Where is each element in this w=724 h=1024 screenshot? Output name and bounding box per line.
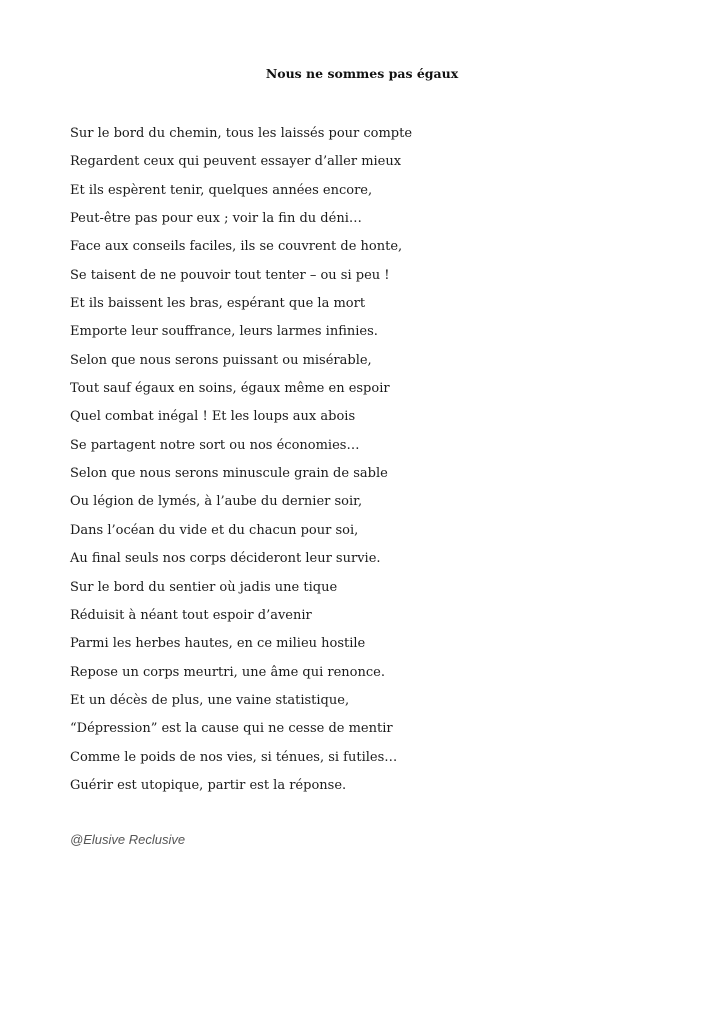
poem-line: Et un décès de plus, une vaine statistique, [70, 692, 350, 708]
poem-line: Et ils baissent les bras, espérant que la mort [70, 296, 366, 312]
poem-line: Peut-être pas pour eux ; voir la fin du déni… [70, 211, 362, 227]
poem-line: Face aux conseils faciles, ils se couvrent de honte, [70, 239, 403, 255]
poem-line: Dans l’océan du vide et du chacun pour soi, [70, 522, 359, 538]
poem-line: Ou légion de lymés, à l’aube du dernier soir, [70, 494, 363, 510]
poem-body [70, 124, 690, 804]
poem-line: Quel combat inégal ! Et les loups aux abois [70, 409, 356, 425]
poem-line: “Dépression” est la cause qui ne cesse de mentir [70, 721, 393, 737]
poem-line: Regardent ceux qui peuvent essayer d’aller mieux [70, 154, 402, 170]
poem-line: Tout sauf égaux en soins, égaux même en espoir [70, 381, 390, 397]
poem-line: Selon que nous serons puissant ou misérable, [70, 352, 372, 368]
poem-line: Emporte leur souffrance, leurs larmes infinies. [70, 324, 378, 340]
poem-title: Nous ne sommes pas égaux [265, 66, 459, 81]
poem-line: Se taisent de ne pouvoir tout tenter – ou si peu ! [70, 267, 390, 283]
poem-line: Et ils espèrent tenir, quelques années encore, [70, 182, 373, 198]
poem-line: Se partagent notre sort ou nos économies… [70, 437, 360, 453]
author-signature: @Elusive Reclusive [70, 832, 186, 847]
poem-line: Comme le poids de nos vies, si ténues, si futiles… [70, 749, 398, 765]
poem-line: Repose un corps meurtri, une âme qui renonce. [70, 664, 385, 680]
poem-line: Sur le bord du sentier où jadis une tique [70, 579, 338, 595]
poem-line: Réduisit à néant tout espoir d’avenir [70, 607, 312, 623]
poem-line: Parmi les herbes hautes, en ce milieu hostile [70, 636, 366, 652]
poem-line: Selon que nous serons minuscule grain de sable [70, 466, 388, 482]
poem-line: Sur le bord du chemin, tous les laissés pour compte [70, 126, 413, 141]
poem-line: Guérir est utopique, partir est la réponse. [70, 777, 347, 793]
poem-line: Au final seuls nos corps décideront leur survie. [70, 551, 381, 567]
